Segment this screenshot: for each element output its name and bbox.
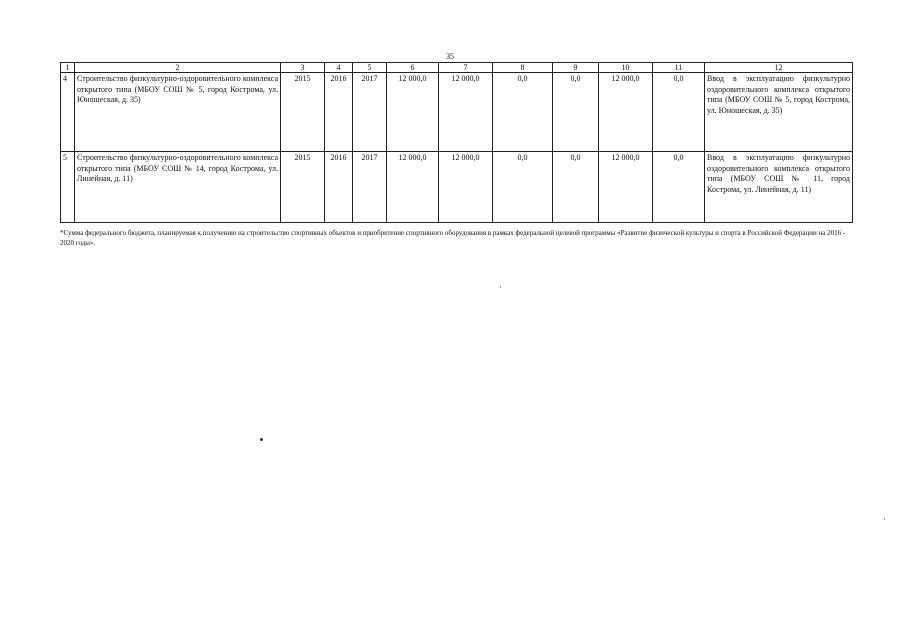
amount-cell: 0,0: [653, 152, 705, 223]
column-header: 5: [353, 63, 387, 73]
column-header: 1: [61, 63, 75, 73]
column-header: 3: [281, 63, 325, 73]
row-number: 4: [61, 73, 75, 152]
column-header: 2: [75, 63, 281, 73]
column-header: 12: [705, 63, 853, 73]
amount-cell: 12 000,0: [439, 73, 493, 152]
program-table: [60, 62, 853, 223]
year-cell: 2017: [353, 152, 387, 223]
column-header: 10: [599, 63, 653, 73]
column-header: 6: [387, 63, 439, 73]
amount-cell: 0,0: [553, 152, 599, 223]
scan-speck: [500, 287, 501, 288]
amount-cell: 12 000,0: [599, 73, 653, 152]
result-cell: Ввод в эксплуатацию физкультурно оздоровительного комплекса открытого типа (МБОУ СОШ № 11, город Кострома, ул. Линейная, д. 11): [705, 152, 853, 223]
page-number: 35: [446, 52, 454, 61]
amount-cell: 12 000,0: [439, 152, 493, 223]
amount-cell: 0,0: [553, 73, 599, 152]
year-cell: 2015: [281, 73, 325, 152]
amount-cell: 12 000,0: [387, 73, 439, 152]
year-cell: 2015: [281, 152, 325, 223]
amount-cell: 0,0: [653, 73, 705, 152]
amount-cell: 12 000,0: [599, 152, 653, 223]
column-header: 4: [325, 63, 353, 73]
scan-speck: [884, 519, 885, 520]
amount-cell: 0,0: [493, 73, 553, 152]
object-name-cell: Строительство физкультурно-оздоровительного комплекса открытого типа (МБОУ СОШ № 5, город Кострома, ул. Юношеская, д. 35): [75, 73, 281, 152]
footnote: *Сумма федерального бюджета, планируемая к получению на строительство спортивных объектов и приобретение спортивного оборудования в рамках федеральной целевой программы «Развитие физической культуры и спорта в Российской Федерации на 2016 - 2020 годы».: [60, 229, 846, 247]
table-header-row: [61, 63, 853, 73]
column-header: 8: [493, 63, 553, 73]
year-cell: 2016: [325, 73, 353, 152]
table-row: [61, 152, 853, 223]
year-cell: 2016: [325, 152, 353, 223]
column-header: 11: [653, 63, 705, 73]
result-cell: Ввод в эксплуатацию физкультурно оздоровительного комплекса открытого типа (МБОУ СОШ № 5, город Кострома, ул. Юношеская, д. 35): [705, 73, 853, 152]
row-number: 5: [61, 152, 75, 223]
object-name-cell: Строительство физкультурно-оздоровительного комплекса открытого типа (МБОУ СОШ № 14, город Кострома, ул. Линейная, д. 11): [75, 152, 281, 223]
scan-speck: [260, 438, 263, 441]
table-row: [61, 73, 853, 152]
amount-cell: 12 000,0: [387, 152, 439, 223]
column-header: 7: [439, 63, 493, 73]
amount-cell: 0,0: [493, 152, 553, 223]
year-cell: 2017: [353, 73, 387, 152]
column-header: 9: [553, 63, 599, 73]
